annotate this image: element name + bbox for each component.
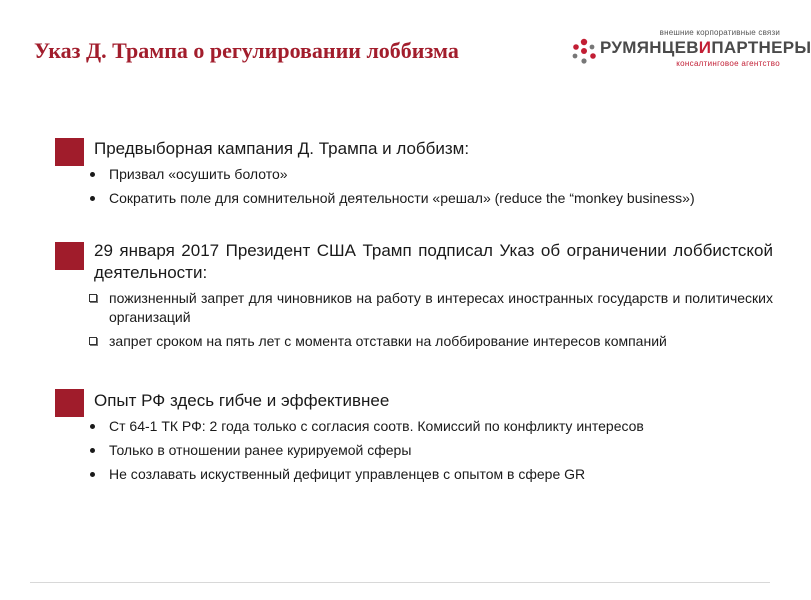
logo-tagline: внешние корпоративные связи — [659, 28, 780, 37]
list-item — [83, 189, 773, 208]
list-item-text: Сократить поле для сомнительной деятельности «решал» (reduce the “monkey business») — [109, 190, 695, 206]
list-item-text: пожизненный запрет для чиновников на работу в интересах иностранных государств и политических организаций — [109, 290, 773, 325]
list-item-text: Ст 64-1 ТК РФ: 2 года только с согласия соотв. Комиссий по конфликту интересов — [109, 418, 644, 434]
bullet-icon — [90, 448, 95, 453]
bullet-icon — [90, 172, 95, 177]
logo-name-main: РУМЯНЦЕВ — [600, 38, 699, 57]
section-marker — [55, 138, 84, 166]
logo-name-end: ПАРТНЕРЫ — [711, 38, 811, 57]
list-item-text: Призвал «осушить болото» — [109, 166, 288, 182]
logo-dots-icon — [570, 37, 598, 65]
section-campaign — [55, 138, 773, 213]
logo-subtitle: консалтинговое агентство — [676, 59, 780, 68]
section-heading: Опыт РФ здесь гибче и эффективнее — [94, 391, 390, 410]
company-logo — [570, 28, 811, 72]
bullet-list — [109, 165, 773, 208]
list-item-text: Не созлавать искуственный дефицит управленцев с опытом в сфере GR — [109, 466, 586, 482]
list-item-text: запрет сроком на пять лет с момента отставки на лоббирование интересов компаний — [109, 333, 667, 349]
section-marker — [55, 242, 84, 270]
section-heading: 29 января 2017 Президент США Трамп подписал Указ об ограничении лоббистской деятельности: — [94, 241, 773, 282]
bottom-divider — [30, 582, 770, 583]
checkbox-bullet-icon — [89, 337, 97, 345]
logo-name — [600, 38, 811, 58]
bullet-list — [109, 417, 773, 484]
bullet-icon — [90, 472, 95, 477]
list-item — [83, 441, 773, 460]
section-decree — [55, 240, 773, 356]
checkbox-list — [109, 289, 773, 351]
bullet-icon — [90, 424, 95, 429]
list-item — [83, 289, 773, 327]
section-heading: Предвыборная кампания Д. Трампа и лоббизм: — [94, 139, 470, 158]
checkbox-bullet-icon — [89, 294, 97, 302]
list-item — [83, 465, 773, 484]
list-item-text: Только в отношении ранее курируемой сферы — [109, 442, 412, 458]
list-item — [83, 332, 773, 351]
bullet-icon — [90, 196, 95, 201]
list-item — [83, 165, 773, 184]
slide-title: Указ Д. Трампа о регулировании лоббизма — [34, 38, 459, 63]
list-item — [83, 417, 773, 436]
section-russia-experience — [55, 390, 773, 489]
section-marker — [55, 389, 84, 417]
logo-name-accent: И — [698, 38, 712, 57]
